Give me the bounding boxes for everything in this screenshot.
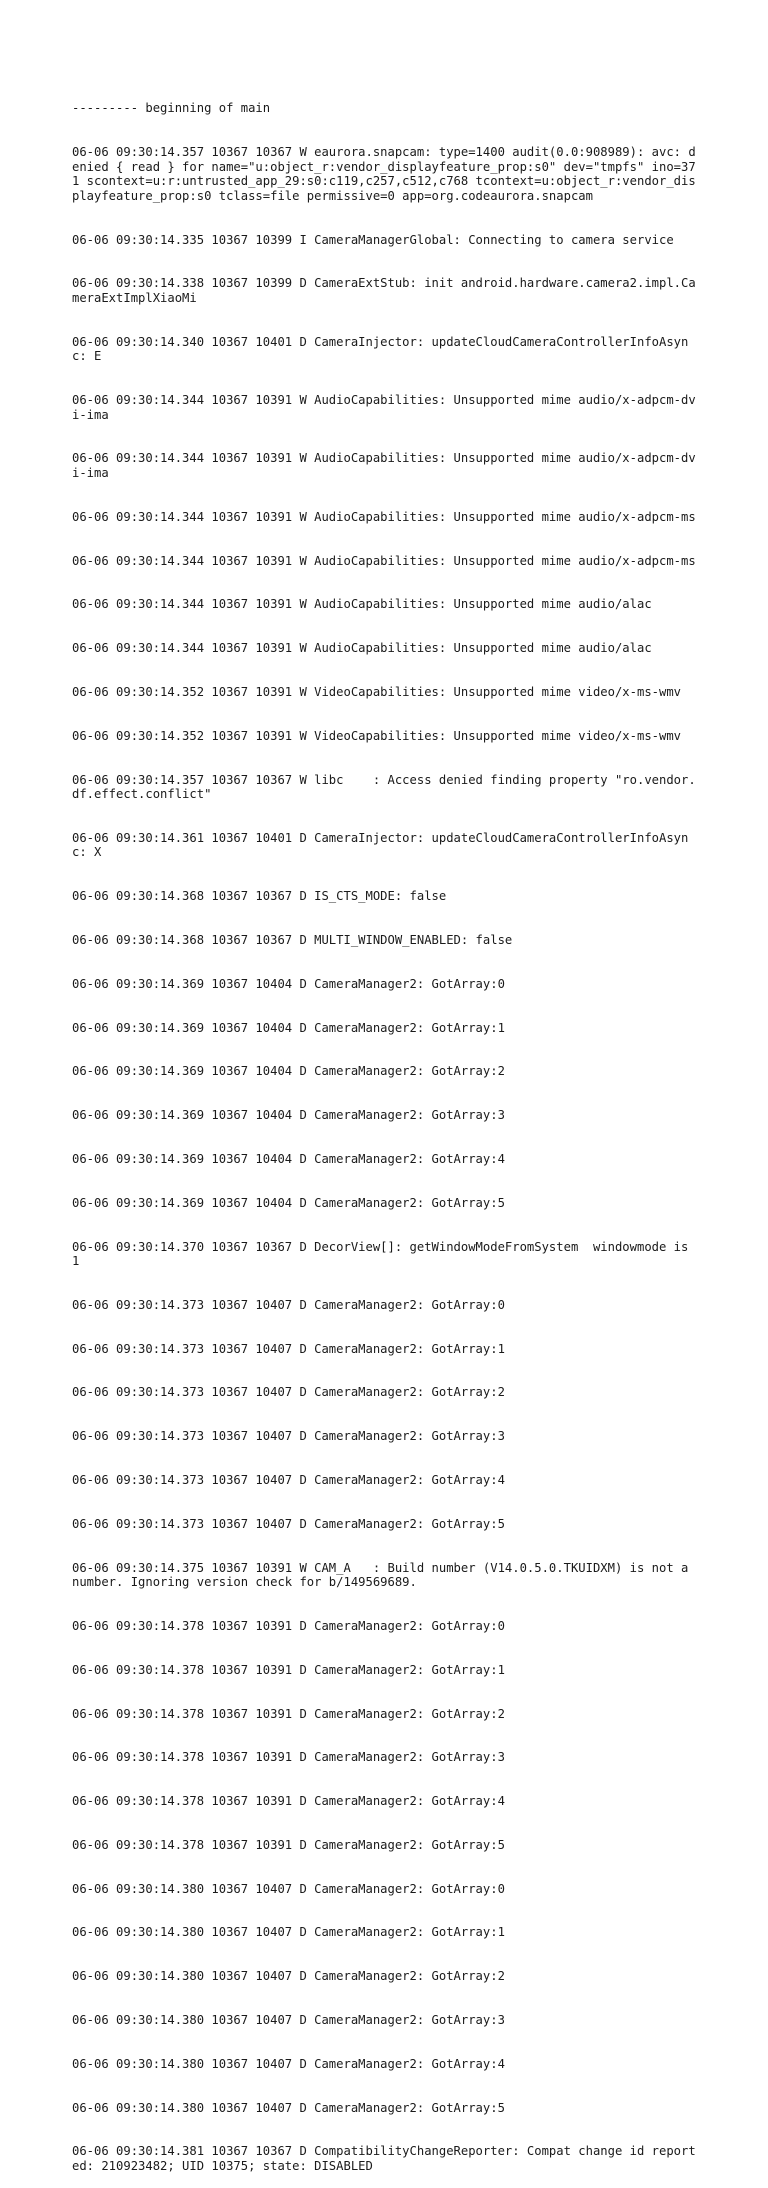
log-document [72, 72, 702, 2188]
log-line: 06-06 09:30:14.378 10367 10391 D CameraManager2: GotArray:3 [72, 1750, 505, 1765]
log-line: 06-06 09:30:14.373 10367 10407 D CameraManager2: GotArray:5 [72, 1516, 505, 1531]
log-line: 06-06 09:30:14.369 10367 10404 D CameraManager2: GotArray:5 [72, 1195, 505, 1210]
log-line: 06-06 09:30:14.381 10367 10367 D CompatibilityChangeReporter: Compat change id reported: 210923482; UID 10375; state: DISABLED [72, 2144, 696, 2173]
log-line: 06-06 09:30:14.357 10367 10367 W libc : Access denied finding property "ro.vendor.df.effect.conflict" [72, 772, 696, 802]
log-line: 06-06 09:30:14.361 10367 10401 D CameraInjector: updateCloudCameraControllerInfoAsync: X [72, 830, 689, 860]
log-line: 06-06 09:30:14.378 10367 10391 D CameraManager2: GotArray:2 [72, 1706, 505, 1721]
log-line: 06-06 09:30:14.373 10367 10407 D CameraManager2: GotArray:4 [72, 1473, 505, 1487]
log-line: 06-06 09:30:14.369 10367 10404 D CameraManager2: GotArray:3 [72, 1108, 505, 1123]
log-line: 06-06 09:30:14.380 10367 10407 D CameraManager2: GotArray:4 [72, 2056, 505, 2071]
log-line: 06-06 09:30:14.370 10367 10367 D DecorView[]: getWindowModeFromSystem windowmode is 1 [72, 1239, 696, 1269]
log-line: 06-06 09:30:14.335 10367 10399 I CameraManagerGlobal: Connecting to camera service [72, 232, 674, 247]
log-line: 06-06 09:30:14.344 10367 10391 W AudioCapabilities: Unsupported mime audio/alac [72, 597, 652, 612]
log-line: 06-06 09:30:14.344 10367 10391 W AudioCapabilities: Unsupported mime audio/x-adpcm-dvi-ima [72, 393, 696, 422]
log-line: 06-06 09:30:14.380 10367 10407 D CameraManager2: GotArray:1 [72, 1925, 505, 1940]
log-line: 06-06 09:30:14.340 10367 10401 D CameraInjector: updateCloudCameraControllerInfoAsync: E [72, 334, 689, 364]
log-line: 06-06 09:30:14.352 10367 10391 W VideoCapabilities: Unsupported mime video/x-ms-wmv [72, 684, 682, 699]
log-line: 06-06 09:30:14.380 10367 10407 D CameraManager2: GotArray:0 [72, 1881, 505, 1896]
log-line: 06-06 09:30:14.357 10367 10367 W eaurora.snapcam: type=1400 audit(0.0:908989): avc: denied { read } for name="u:object_r:vendor_displayfeature_prop:s0" dev="tmpfs" ino=371 scontext=u:r:untrusted_app_29:s0:c119,c257,c512,c768 tcontext=u:object_r:vendor_displayfeature_prop:s0 tclass=file permissive=0 app=org.codeaurora.snapcam [72, 144, 696, 203]
log-line: 06-06 09:30:14.344 10367 10391 W AudioCapabilities: Unsupported mime audio/x-adpcm-ms [72, 509, 696, 524]
log-line: 06-06 09:30:14.368 10367 10367 D IS_CTS_MODE: false [72, 889, 447, 904]
log-line: 06-06 09:30:14.373 10367 10407 D CameraManager2: GotArray:1 [72, 1341, 505, 1356]
log-line: --------- beginning of main [72, 101, 271, 116]
log-line: 06-06 09:30:14.369 10367 10404 D CameraManager2: GotArray:2 [72, 1064, 505, 1079]
log-line: 06-06 09:30:14.378 10367 10391 D CameraManager2: GotArray:0 [72, 1618, 505, 1633]
log-line: 06-06 09:30:14.380 10367 10407 D CameraManager2: GotArray:2 [72, 1969, 505, 1984]
log-line: 06-06 09:30:14.352 10367 10391 W VideoCapabilities: Unsupported mime video/x-ms-wmv [72, 728, 682, 743]
log-line: 06-06 09:30:14.338 10367 10399 D CameraExtStub: init android.hardware.camera2.impl.CameraExtImplXiaoMi [72, 276, 696, 305]
log-line: 06-06 09:30:14.380 10367 10407 D CameraManager2: GotArray:3 [72, 2012, 505, 2027]
log-line: 06-06 09:30:14.375 10367 10391 W CAM_A : Build number (V14.0.5.0.TKUIDXM) is not a number. Ignoring version check for b/149569689. [72, 1560, 696, 1590]
log-line: 06-06 09:30:14.378 10367 10391 D CameraManager2: GotArray:4 [72, 1794, 505, 1809]
log-line: 06-06 09:30:14.369 10367 10404 D CameraManager2: GotArray:4 [72, 1151, 505, 1166]
log-line: 06-06 09:30:14.380 10367 10407 D CameraManager2: GotArray:5 [72, 2100, 505, 2115]
log-line: 06-06 09:30:14.369 10367 10404 D CameraManager2: GotArray:0 [72, 976, 505, 991]
log-line: 06-06 09:30:14.368 10367 10367 D MULTI_WINDOW_ENABLED: false [72, 933, 513, 948]
log-line: 06-06 09:30:14.344 10367 10391 W AudioCapabilities: Unsupported mime audio/alac [72, 641, 652, 656]
log-line: 06-06 09:30:14.344 10367 10391 W AudioCapabilities: Unsupported mime audio/x-adpcm-ms [72, 553, 696, 568]
log-line: 06-06 09:30:14.373 10367 10407 D CameraManager2: GotArray:2 [72, 1385, 505, 1400]
log-line: 06-06 09:30:14.369 10367 10404 D CameraManager2: GotArray:1 [72, 1020, 505, 1035]
log-line: 06-06 09:30:14.344 10367 10391 W AudioCapabilities: Unsupported mime audio/x-adpcm-dvi-ima [72, 451, 696, 481]
log-line: 06-06 09:30:14.378 10367 10391 D CameraManager2: GotArray:5 [72, 1837, 505, 1852]
log-line: 06-06 09:30:14.373 10367 10407 D CameraManager2: GotArray:3 [72, 1429, 505, 1444]
log-line: 06-06 09:30:14.373 10367 10407 D CameraManager2: GotArray:0 [72, 1297, 505, 1312]
log-line: 06-06 09:30:14.378 10367 10391 D CameraManager2: GotArray:1 [72, 1662, 505, 1677]
